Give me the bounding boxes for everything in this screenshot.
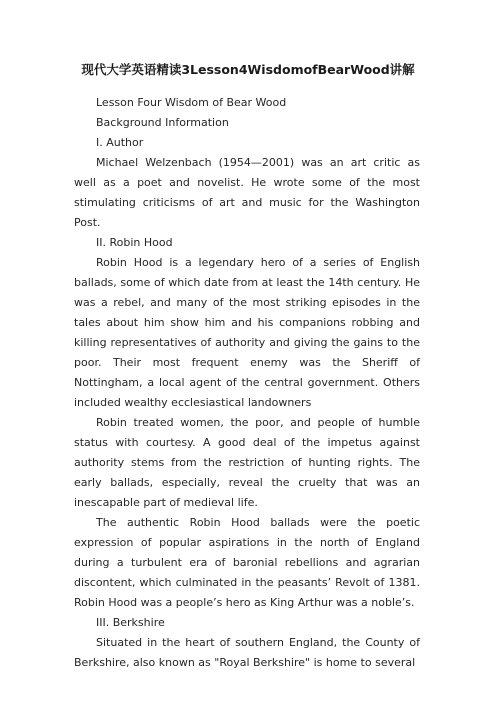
section-heading-background: Background Information bbox=[96, 116, 229, 129]
paragraph-author: Michael Welzenbach (1954—2001) was an art critic as well as a poet and novelist. He wrote some of the most stimulating criticisms of art and music for the Washington Post. bbox=[74, 156, 420, 229]
document-title: 现代大学英语精读3Lesson4WisdomofBearWood讲解 bbox=[81, 62, 415, 77]
section-heading-berkshire: III. Berkshire bbox=[96, 616, 165, 629]
document-body bbox=[74, 93, 420, 673]
section-heading-robin-hood: II. Robin Hood bbox=[96, 236, 173, 249]
paragraph-berkshire: Situated in the heart of southern England, the County of Berkshire, also known as "Royal Berkshire" is home to several bbox=[74, 636, 420, 669]
paragraph-robin-hood-3: The authentic Robin Hood ballads were the poetic expression of popular aspirations in the north of England during a turbulent era of baronial rebellions and agrarian discontent, which culminated in the peasants’ Revolt of 1381. Robin Hood was a people’s hero as King Arthur was a noble’s. bbox=[74, 516, 420, 609]
paragraph-robin-hood-2: Robin treated women, the poor, and people of humble status with courtesy. A good deal of the impetus against authority stems from the restriction of hunting rights. The early ballads, especially, reveal the cruelty that was an inescapable part of medieval life. bbox=[74, 416, 420, 509]
section-heading-author: I. Author bbox=[96, 136, 144, 149]
paragraph-robin-hood-1: Robin Hood is a legendary hero of a series of English ballads, some of which date from at least the 14th century. He was a rebel, and many of the most striking episodes in the tales about him show him and his companions robbing and killing representatives of authority and giving the gains to the poor. Their most frequent enemy was the Sheriff of Nottingham, a local agent of the central government. Others included wealthy ecclesiastical landowners bbox=[74, 256, 420, 409]
lesson-heading: Lesson Four Wisdom of Bear Wood bbox=[96, 96, 287, 109]
